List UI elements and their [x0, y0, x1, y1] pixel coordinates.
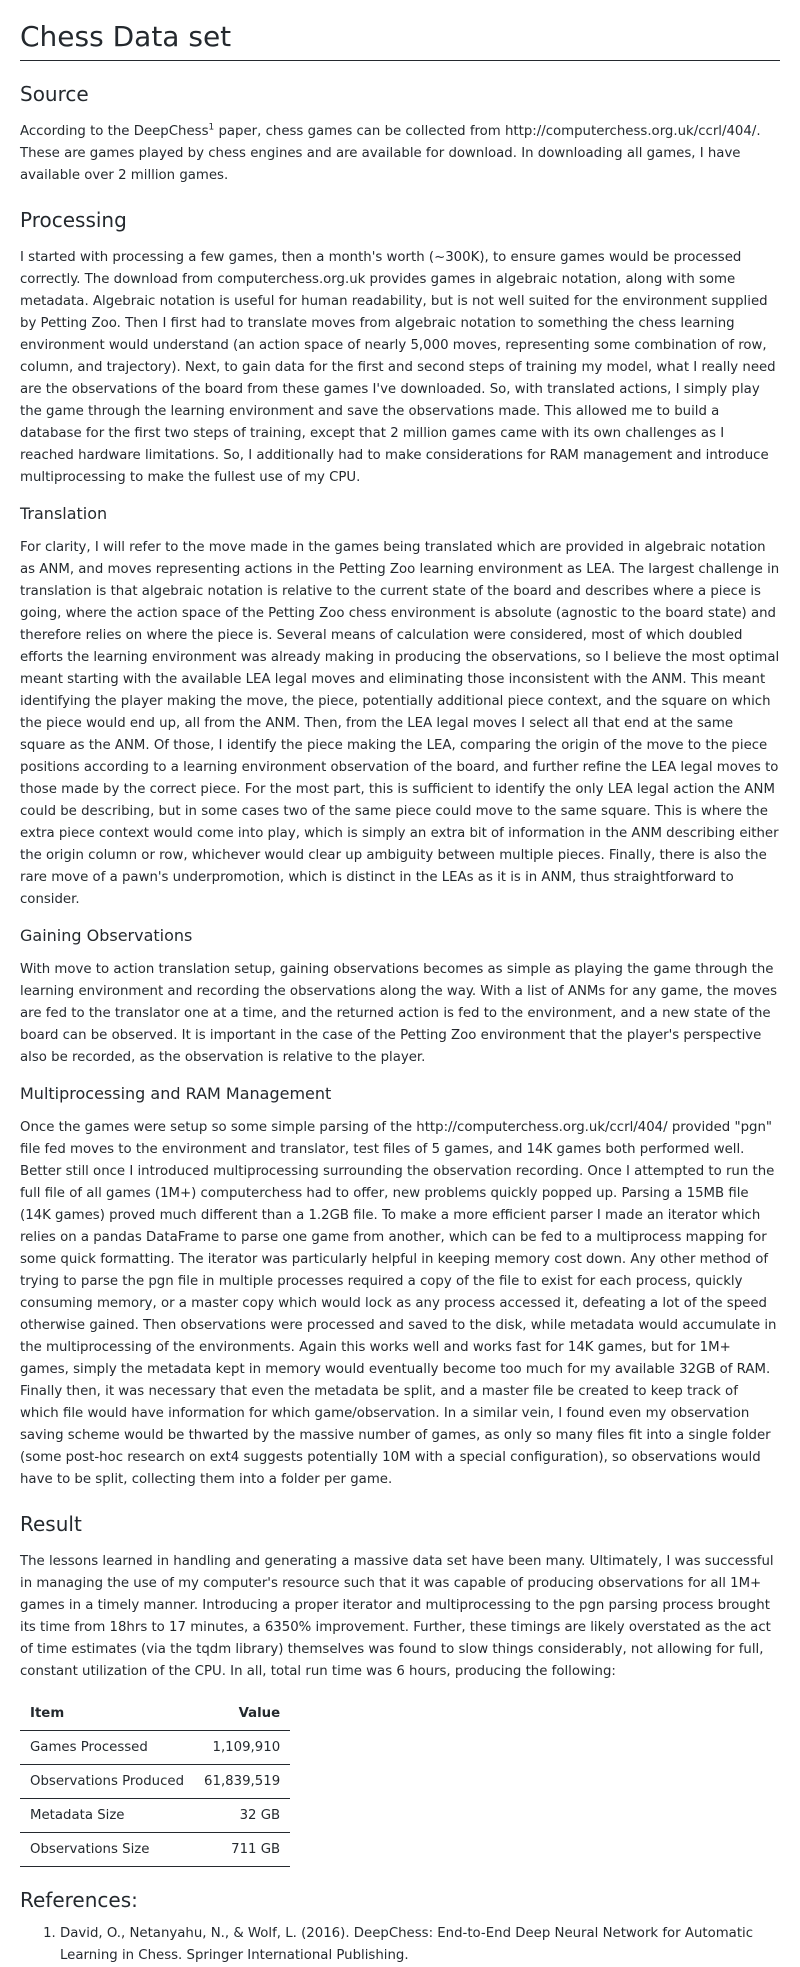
multiprocessing-paragraph: Once the games were setup so some simple parsing of the http://computerchess.org.uk/ccrl/404/ provided "pgn" file fed moves to the environment and translator, test files of 5 games, and 14K games both performed well. Better still once I introduced multiprocessing surrounding the observation recording. Once I attempted to run the full file of all games (1M+) computerchess had to offer, new problems quickly popped up. Parsing a 15MB file (14K games) proved much different than a 1.2GB file. To make a more efficient parser I made an iterator which relies on a pandas DataFrame to parse one game from another, which can be fed to a multiprocess mapping for some quick formatting. The iterator was particularly helpful in keeping memory cost down. Any other method of trying to parse the pgn file in multiple processes required a copy of the file to exist for each process, quickly consuming memory, or a master copy which would lock as any process accessed it, defeating a lot of the speed otherwise gained. Then observations were processed and saved to the disk, while metadata would accumulate in the multiprocessing of the environments. Again this works well and works fast for 14K games, but for 1M+ games, simply the metadata kept in memory would eventually become too much for my available 32GB of RAM. Finally then, it was necessary that even the metadata be split, and a master file be created to keep track of which file would have information for which game/observation. In a similar vein, I found even my observation saving scheme would be thwarted by the massive number of games, as only so many files fit into a single folder (some post-hoc research on ext4 suggests potentially 10M with a special configuration), so observations would have to be split, collecting them into a folder per game. — [20, 1120, 777, 1487]
row-item: Metadata Size — [20, 1799, 194, 1833]
result-section — [20, 1511, 780, 1867]
results-table — [20, 1697, 290, 1867]
row-value: 1,109,910 — [194, 1731, 290, 1765]
observations-paragraph: With move to action translation setup, gaining observations becomes as simple as playing the game through the learning environment and recording the observations along the way. With a list of ANMs for any game, the moves are fed to the translator one at a time, and the returned action is fed to the environment, and a new state of the board can be observed. It is important in the case of the Petting Zoo environment that the player's perspective also be recorded, as the observation is relative to the player. — [20, 962, 778, 1065]
row-value: 711 GB — [194, 1833, 290, 1867]
processing-section — [20, 207, 780, 1491]
references-heading: References: — [20, 1888, 138, 1912]
table-row — [20, 1799, 290, 1833]
source-section — [20, 81, 780, 187]
table-row — [20, 1765, 290, 1799]
source-text-before: According to the DeepChess — [20, 124, 209, 139]
source-paragraph — [20, 121, 780, 187]
table-header-row — [20, 1697, 290, 1731]
row-value: 61,839,519 — [194, 1765, 290, 1799]
translation-paragraph: For clarity, I will refer to the move made in the games being translated which are provided in algebraic notation as ANM, and moves representing actions in the Petting Zoo learning environment as LEA. The largest challenge in translation is that algebraic notation is relative to the current state of the board and describes where a piece is going, where the action space of the Petting Zoo chess environment is absolute (agnostic to the board state) and therefore relies on where the piece is. Several means of calculation were considered, most of which doubled efforts the learning environment was already making in producing the observations, so I believe the most optimal meant starting with the available LEA legal moves and eliminating those inconsistent with the ANM. This meant identifying the player making the move, the piece, potentially additional piece context, and the square on which the piece would end up, all from the ANM. Then, from the LEA legal moves I select all that end at the same square as the ANM. Of those, I identify the piece making the LEA, comparing the origin of the move to the piece positions according to a learning environment observation of the board, and further refine the LEA legal moves to those made by the correct piece. For the most part, this is sufficient to identify the only LEA legal action the ANM could be describing, but in some cases two of the same piece could move to the same square. This is where the extra piece context would come into play, which is simply an extra bit of information in the ANM describing either the origin column or row, whichever would clear up ambiguity between multiple pieces. Finally, there is also the rare move of a pawn's underpromotion, which is distinct in the LEAs as it is in ANM, thus straightforward to consider. — [20, 540, 780, 907]
row-value: 32 GB — [194, 1799, 290, 1833]
row-item: Observations Produced — [20, 1765, 194, 1799]
row-item: Observations Size — [20, 1833, 194, 1867]
footnote-ref[interactable]: 1 — [208, 122, 215, 133]
multiprocessing-heading: Multiprocessing and RAM Management — [20, 1084, 332, 1103]
table-row — [20, 1731, 290, 1765]
result-heading: Result — [20, 1512, 82, 1536]
table-row — [20, 1833, 290, 1867]
source-heading: Source — [20, 82, 89, 106]
processing-paragraph: I started with processing a few games, then a month's worth (~300K), to ensure games would be processed correctly. The download from computerchess.org.uk provides games in algebraic notation, along with some metadata. Algebraic notation is useful for human readability, but is not well suited for the environment supplied by Petting Zoo. Then I first had to translate moves from algebraic notation to something the chess learning environment would understand (an action space of nearly 5,000 moves, representing some combination of row, column, and trajectory). Next, to gain data for the first and second steps of training my model, what I really need are the observations of the board from these games I've downloaded. So, with translated actions, I simply play the game through the learning environment and save the observations made. This allowed me to build a database for the first two steps of training, except that 2 million games came with its own challenges as I reached hardware limitations. So, I additionally had to make considerations for RAM management and introduce multiprocessing to make the fullest use of my CPU. — [20, 250, 776, 485]
result-paragraph: The lessons learned in handling and generating a massive data set have been many. Ultimately, I was successful in managing the use of my computer's resource such that it was capable of producing observations for all 1M+ games in a timely manner. Introducing a proper iterator and multiprocessing to the pgn parsing process brought its time from 18hrs to 17 minutes, a 6350% improvement. Further, these timings are likely overstated as the act of time estimates (via the tqdm library) themselves was found to slow things considerably, not allowing for full, constant utilization of the CPU. In all, total run time was 6 hours, producing the following: — [20, 1554, 774, 1679]
reference-item: 1. David, O., Netanyahu, N., & Wolf, L. (2016). DeepChess: End-to-End Deep Neural Network for Automatic Learning in Chess. Springer International Publishing. — [60, 1923, 780, 1967]
row-item: Games Processed — [20, 1731, 194, 1765]
page-title: Chess Data set — [20, 18, 780, 61]
source-text-after: paper, chess games can be collected from http://computerchess.org.uk/ccrl/404/. These are games played by chess engines and are available for download. In downloading all games, I have available over 2 million games. — [20, 124, 761, 183]
references-list — [20, 1923, 780, 1967]
processing-heading: Processing — [20, 208, 127, 232]
column-header-item: Item — [20, 1697, 194, 1731]
column-header-value: Value — [194, 1697, 290, 1731]
translation-heading: Translation — [20, 504, 108, 523]
observations-heading: Gaining Observations — [20, 926, 193, 945]
references-section — [20, 1887, 780, 1967]
